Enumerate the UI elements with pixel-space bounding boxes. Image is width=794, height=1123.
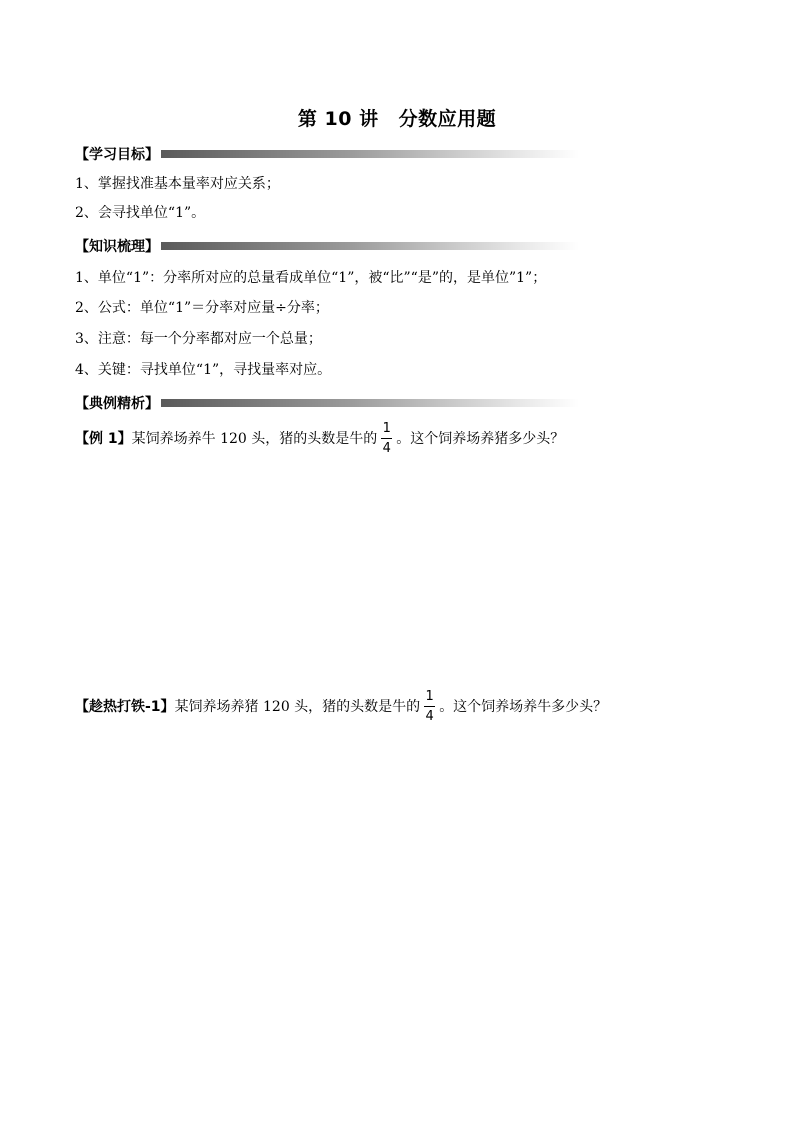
knowledge-item: 3、注意：每一个分率都对应一个总量； <box>75 331 322 347</box>
knowledge-item: 4、关键：寻找单位“1”，寻找量率对应。 <box>75 362 332 378</box>
section-divider-bar <box>161 150 579 158</box>
section-divider-bar <box>161 242 579 250</box>
lecture-number: 第 10 讲 <box>297 108 379 130</box>
fraction-bar <box>424 706 435 707</box>
section-knowledge-heading: 【知识梳理】 <box>75 239 159 255</box>
knowledge-item: 1、单位“1”：分率所对应的总量看成单位“1”，被“比”“是”的，是单位”1”； <box>75 270 547 286</box>
practice-1-question <box>75 686 607 726</box>
fraction-denominator: 4 <box>382 440 391 456</box>
goal-item: 2、会寻找单位“1”。 <box>75 205 206 221</box>
example-1-tag: 【例 1】 <box>75 431 132 447</box>
fraction-numerator: 1 <box>382 420 391 436</box>
section-knowledge-header <box>75 237 579 255</box>
fraction-numerator: 1 <box>425 688 434 704</box>
example-1-text-before: 某饲养场养牛 120 头，猪的头数是牛的 <box>131 431 378 447</box>
fraction-bar <box>381 438 392 439</box>
fraction-denominator: 4 <box>425 708 434 724</box>
section-examples-heading: 【典例精析】 <box>75 396 159 412</box>
section-goals-heading: 【学习目标】 <box>75 147 159 163</box>
section-examples-header <box>75 394 579 412</box>
page-title <box>0 104 794 131</box>
practice-1-tag: 【趁热打铁-1】 <box>75 699 175 715</box>
fraction <box>424 689 435 724</box>
section-goals-header <box>75 145 579 163</box>
fraction <box>381 421 392 456</box>
knowledge-item: 2、公式：单位“1”＝分率对应量÷分率； <box>75 300 329 316</box>
example-1-question <box>75 418 564 458</box>
section-divider-bar <box>161 399 579 407</box>
practice-1-text-after: 。这个饲养场养牛多少头？ <box>439 699 608 715</box>
lecture-topic: 分数应用题 <box>398 108 497 130</box>
practice-1-text-before: 某饲养场养猪 120 头，猪的头数是牛的 <box>174 699 421 715</box>
goal-item: 1、掌握找准基本量率对应关系； <box>75 176 280 192</box>
example-1-text-after: 。这个饲养场养猪多少头？ <box>396 431 565 447</box>
